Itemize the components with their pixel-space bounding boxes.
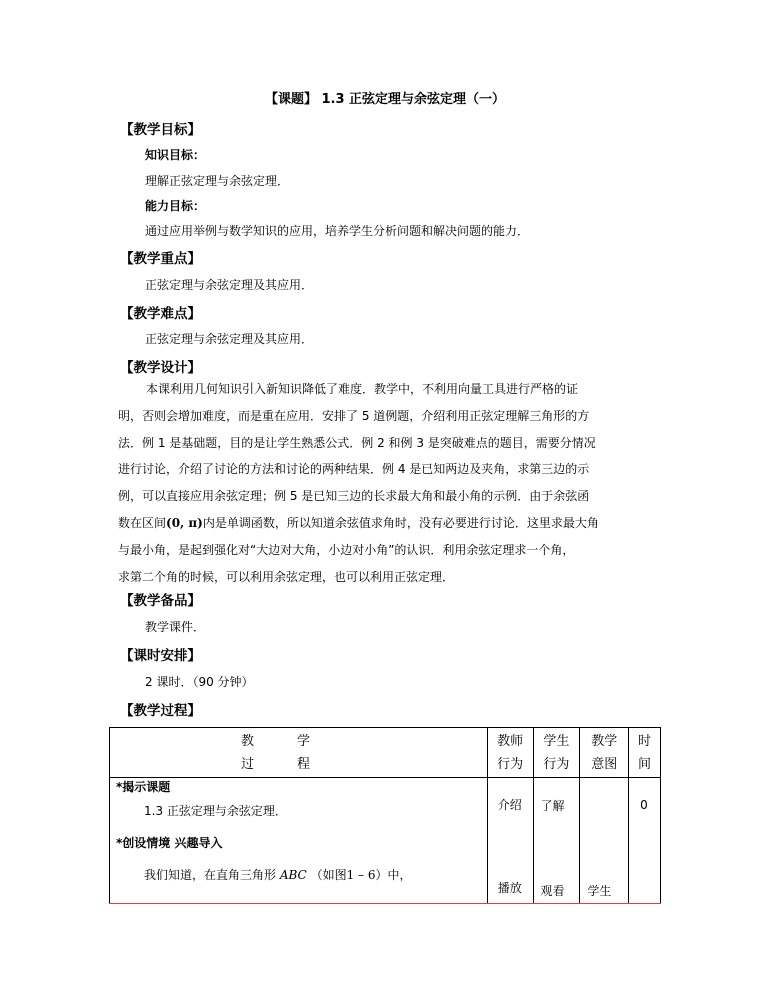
interval-math: (0, π) <box>166 515 203 530</box>
design-line: 明，否则会增加难度，而是重在应用．安排了 5 道例题，介绍利用正弦定理解三角形的方 <box>118 408 590 423</box>
ability-objective-label: 能力目标： <box>145 199 206 213</box>
knowledge-objective-label: 知识目标： <box>145 148 206 162</box>
teaching-intent-student: 学生 <box>587 884 612 898</box>
design-line: 本课利用几何知识引入新知识降低了难度．教学中，不利用向量工具进行严格的证 <box>146 382 579 396</box>
scenario-text: 我们知道，在直角三角形 ABC （如图1 – 6）中， <box>144 868 412 882</box>
header-teaching-intent: 教学 意图 <box>580 728 629 778</box>
design-line: 法．例 1 是基础题，目的是让学生熟悉公式．例 2 和例 3 是突破难点的题目，需要分情况 <box>118 435 596 450</box>
scenario-title: *创设情境 兴趣导入 <box>116 836 223 850</box>
process-content-cell <box>110 778 488 904</box>
header-teacher-behavior: 教师 行为 <box>487 728 533 778</box>
teaching-process-table <box>109 727 661 904</box>
page-title: 【课题】 1.3 正弦定理与余弦定理（一） <box>264 92 506 107</box>
process-heading: 【教学过程】 <box>120 703 201 719</box>
knowledge-objective-text: 理解正弦定理与余弦定理． <box>145 174 290 188</box>
design-heading: 【教学设计】 <box>120 360 201 376</box>
design-line: 例，可以直接应用余弦定理；例 5 是已知三边的长求最大角和最小角的示例．由于余弦函 <box>118 489 590 504</box>
header-process: 教 学 过 程 <box>110 728 488 778</box>
key-points-heading: 【教学重点】 <box>120 251 201 267</box>
student-behavior-watch: 观看 <box>540 884 565 898</box>
schedule-text: 2 课时．（90 分钟） <box>145 675 254 689</box>
header-time: 时 间 <box>629 728 661 778</box>
design-line: 进行讨论，介绍了讨论的方法和讨论的两种结果．例 4 是已知两边及夹角，求第三边的示 <box>118 462 590 477</box>
ability-objective-text: 通过应用举例与数学知识的应用，培养学生分析问题和解决问题的能力． <box>145 224 530 238</box>
time-value: 0 <box>640 798 648 812</box>
objectives-heading: 【教学目标】 <box>120 122 201 138</box>
design-line: 求第二个角的时候，可以利用余弦定理，也可以利用正弦定理． <box>118 569 455 584</box>
design-line-interval: 数在区间(0, π)内是单调函数，所以知道余弦值求角时，没有必要进行讨论．这里求最大角 <box>118 515 599 530</box>
difficulties-text: 正弦定理与余弦定理及其应用． <box>145 332 314 346</box>
materials-heading: 【教学备品】 <box>120 593 201 609</box>
teacher-behavior-play: 播放 <box>497 881 522 895</box>
key-points-text: 正弦定理与余弦定理及其应用． <box>145 278 314 292</box>
reveal-topic-title: *揭示课题 <box>116 780 171 794</box>
time-cell <box>629 778 661 904</box>
student-behavior-understand: 了解 <box>540 799 565 813</box>
student-behavior-cell <box>533 778 580 904</box>
header-student-behavior: 学生 行为 <box>533 728 580 778</box>
teacher-behavior-cell <box>487 778 533 904</box>
schedule-heading: 【课时安排】 <box>120 648 201 664</box>
figure-ref: 1 – 6 <box>346 868 376 882</box>
teacher-behavior-introduce: 介绍 <box>497 798 522 812</box>
reveal-topic-text: 1.3 正弦定理与余弦定理． <box>144 804 287 818</box>
teaching-intent-cell <box>580 778 629 904</box>
design-line: 与最小角，是起到强化对“大边对大角，小边对小角”的认识．利用余弦定理求一个角， <box>118 542 575 557</box>
materials-text: 教学课件． <box>145 620 206 634</box>
difficulties-heading: 【教学难点】 <box>120 306 201 322</box>
design-paragraph <box>118 376 658 590</box>
triangle-abc: ABC <box>279 868 307 882</box>
